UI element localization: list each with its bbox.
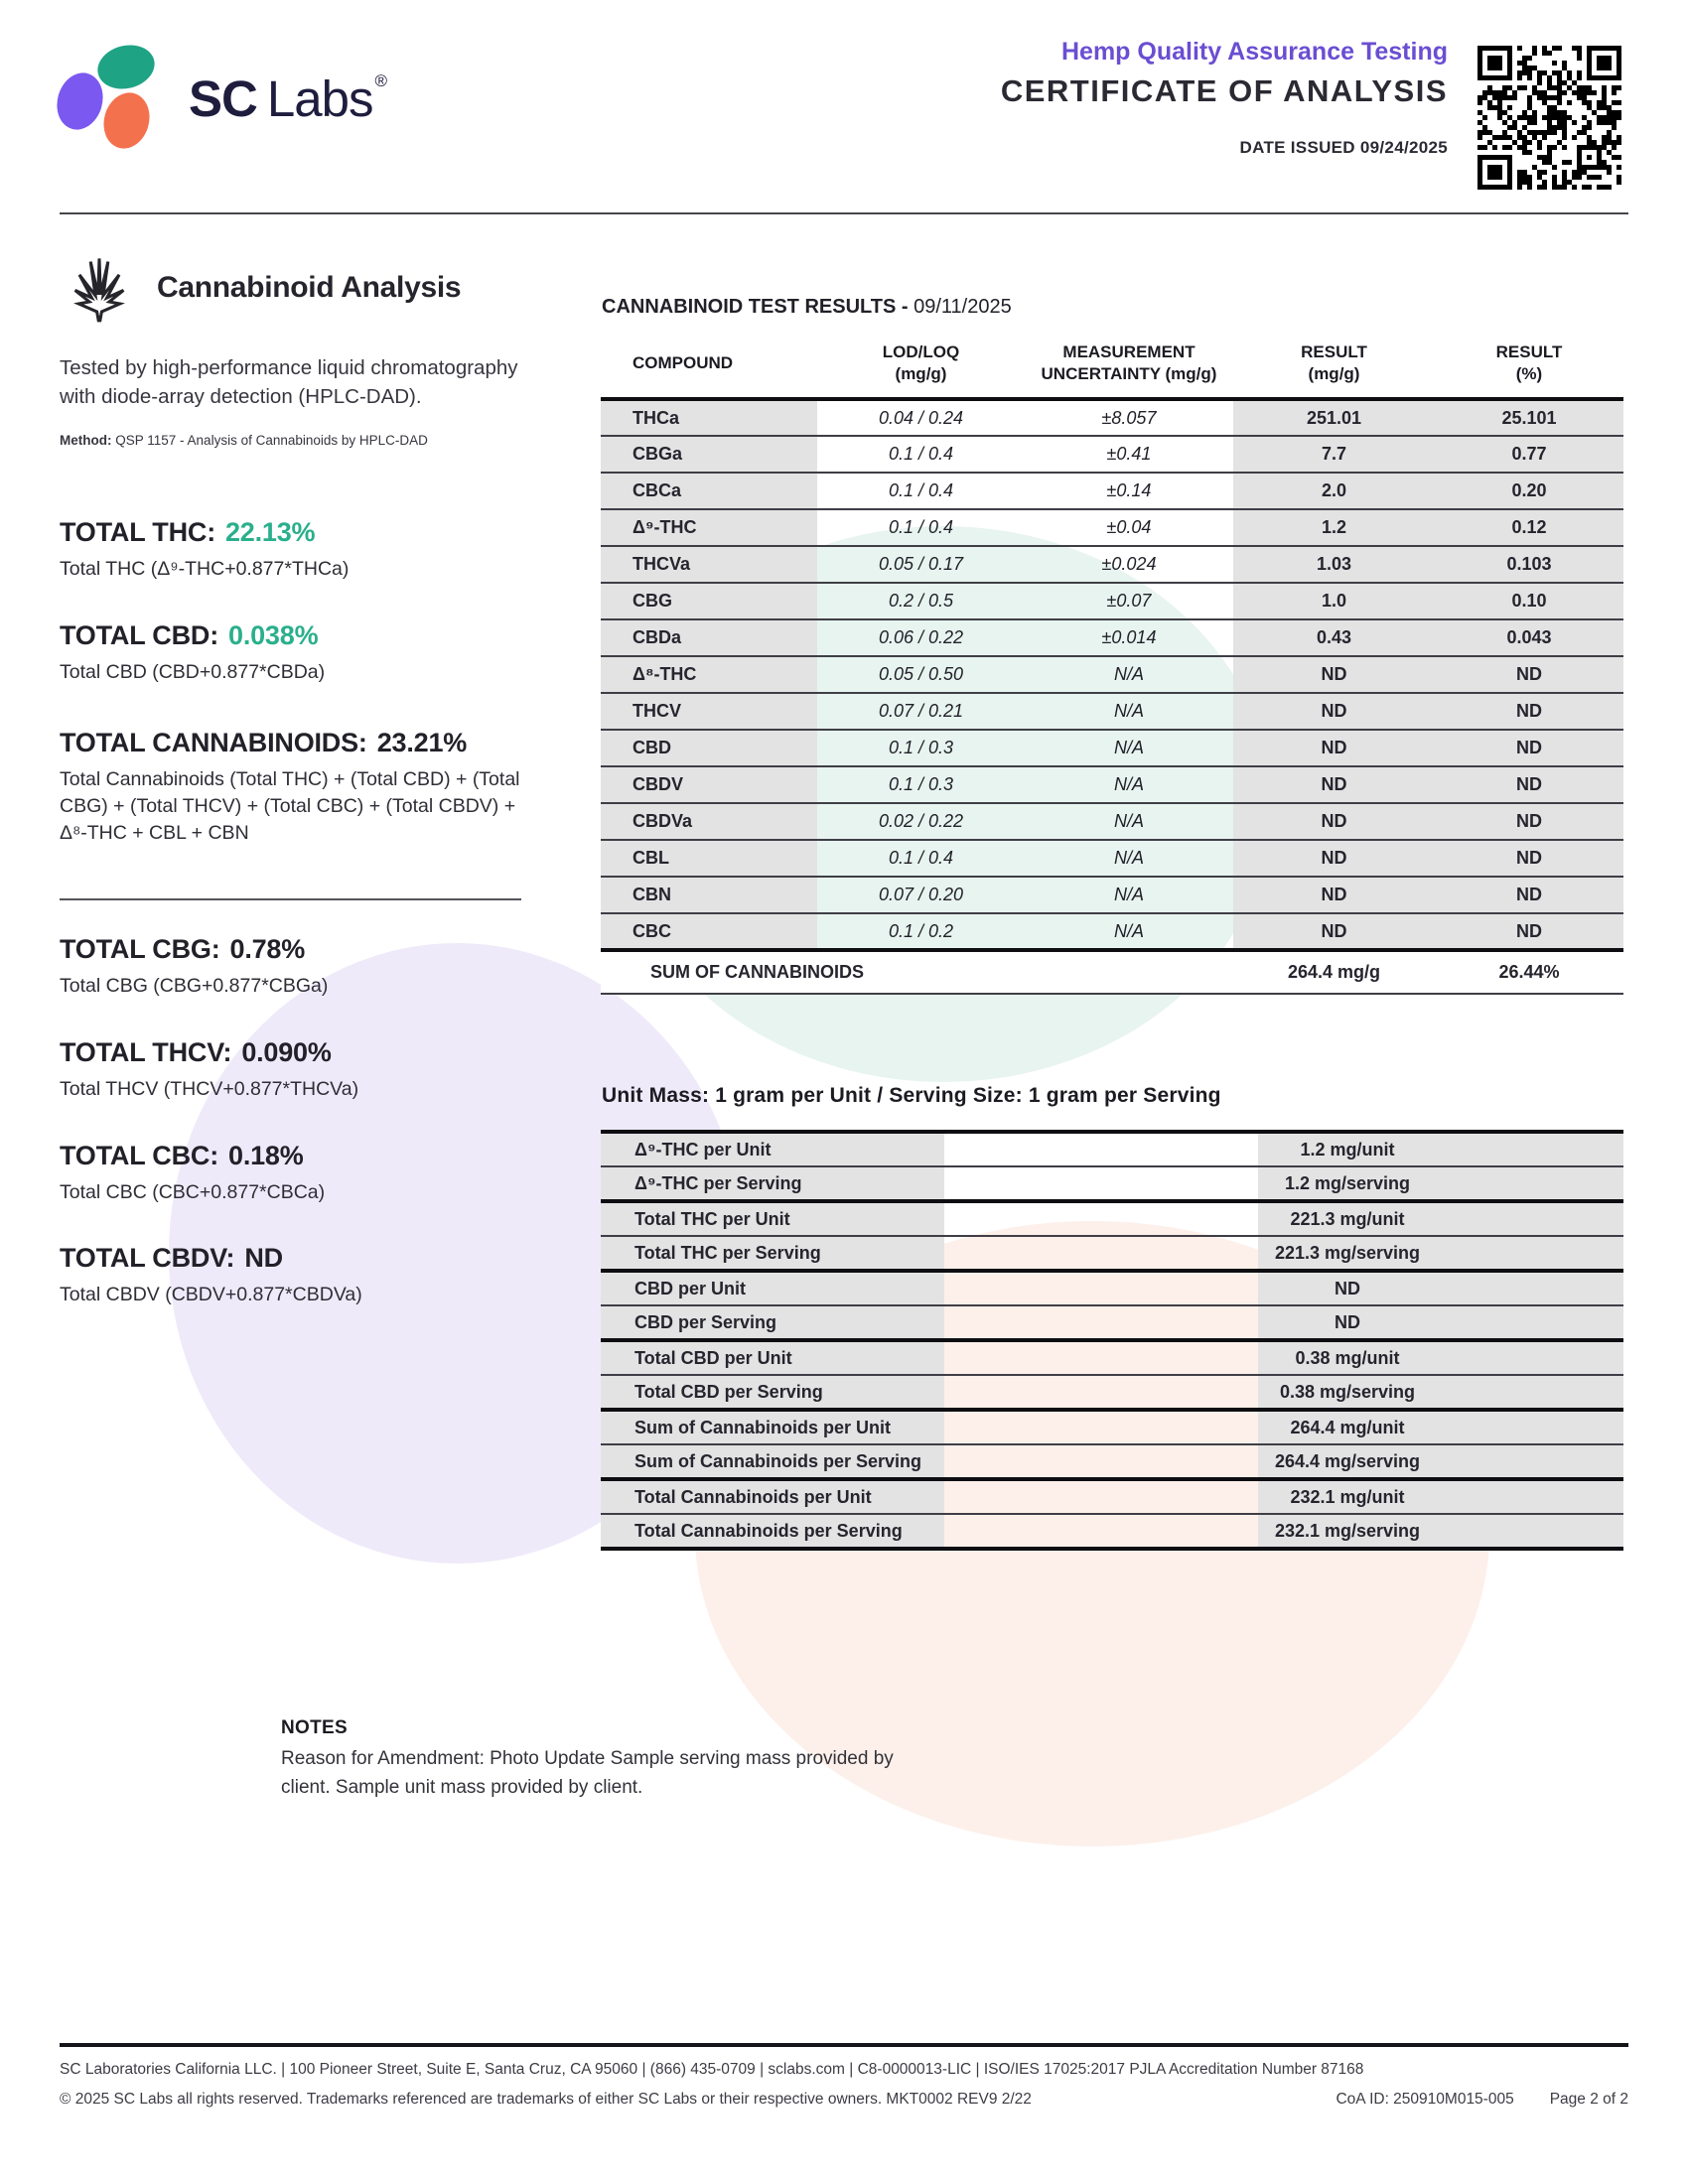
uncertainty-cell: N/A bbox=[1113, 774, 1144, 795]
table-row bbox=[601, 619, 1623, 656]
page-number: Page 2 of 2 bbox=[1549, 2091, 1628, 2108]
result-pct-cell: 0.20 bbox=[1435, 473, 1623, 509]
lod-loq-cell: 0.04 / 0.24 bbox=[878, 407, 964, 428]
result-pct-cell: 25.101 bbox=[1435, 399, 1623, 436]
table-row bbox=[601, 730, 1623, 766]
unit-mass-label-cell: Total CBD per Unit bbox=[601, 1340, 944, 1375]
total-cbc-label: TOTAL CBC: bbox=[60, 1140, 218, 1170]
result-mg-cell: ND bbox=[1233, 730, 1435, 766]
table-row bbox=[601, 656, 1623, 693]
unit-mass-label-cell: Δ⁹-THC per Serving bbox=[601, 1166, 944, 1201]
compound-cell: Δ⁹-THC bbox=[601, 509, 817, 546]
total-cbc-block bbox=[60, 1141, 541, 1206]
section-title: Cannabinoid Analysis bbox=[157, 271, 462, 304]
compound-cell: CBG bbox=[601, 583, 817, 619]
unit-mass-label-cell: Total Cannabinoids per Serving bbox=[601, 1514, 944, 1549]
results-table-body bbox=[601, 399, 1623, 994]
compound-cell: CBGa bbox=[601, 436, 817, 473]
lod-loq-cell: 0.1 / 0.4 bbox=[888, 517, 954, 538]
unit-mass-value-cell: ND bbox=[1258, 1305, 1623, 1340]
lod-loq-cell: 0.05 / 0.17 bbox=[878, 554, 964, 575]
result-mg-cell: ND bbox=[1233, 656, 1435, 693]
total-cbd-formula: Total CBD (CBD+0.877*CBDa) bbox=[60, 661, 326, 684]
total-thc-label: TOTAL THC: bbox=[60, 517, 215, 548]
unit-mass-row bbox=[601, 1201, 1623, 1236]
total-thc-formula: Total THC (Δ⁹-THC+0.877*THCa) bbox=[60, 558, 350, 581]
cannabis-leaf-icon bbox=[60, 248, 139, 328]
total-cannabinoids-block bbox=[60, 728, 541, 847]
result-mg-cell: 7.7 bbox=[1233, 436, 1435, 473]
total-cbd-block bbox=[60, 620, 541, 686]
total-cbdv-label: TOTAL CBDV: bbox=[60, 1243, 235, 1274]
unit-mass-spacer-cell bbox=[944, 1271, 1258, 1305]
unit-mass-row bbox=[601, 1305, 1623, 1340]
unit-mass-value-cell: ND bbox=[1258, 1271, 1623, 1305]
unit-mass-spacer-cell bbox=[944, 1305, 1258, 1340]
unit-mass-heading: Unit Mass: 1 gram per Unit / Serving Size: 1 gram per Serving bbox=[602, 1084, 1221, 1107]
unit-mass-row bbox=[601, 1340, 1623, 1375]
sum-mg-cell: 264.4 mg/g bbox=[1233, 950, 1435, 994]
lod-loq-cell: 0.1 / 0.4 bbox=[888, 480, 954, 501]
uncertainty-cell: N/A bbox=[1113, 664, 1144, 685]
result-mg-cell: 0.43 bbox=[1233, 619, 1435, 656]
unit-mass-row bbox=[601, 1271, 1623, 1305]
doc-title: CERTIFICATE OF ANALYSIS bbox=[1000, 73, 1448, 108]
table-row bbox=[601, 399, 1623, 436]
result-pct-cell: ND bbox=[1435, 877, 1623, 913]
unit-mass-label-cell: CBD per Serving bbox=[601, 1305, 944, 1340]
column-header: RESULT (mg/g) bbox=[1301, 342, 1367, 384]
result-mg-cell: 1.03 bbox=[1233, 546, 1435, 583]
lod-loq-cell: 0.05 / 0.50 bbox=[878, 664, 964, 685]
unit-mass-value-cell: 1.2 mg/serving bbox=[1258, 1166, 1623, 1201]
lod-loq-cell: 0.1 / 0.3 bbox=[888, 738, 954, 758]
unit-mass-value-cell: 0.38 mg/unit bbox=[1258, 1340, 1623, 1375]
notes-body: Reason for Amendment: Photo Update Sample serving mass provided by client. Sample unit mass provided by client. bbox=[281, 1748, 894, 1798]
total-cbg-block bbox=[60, 934, 541, 1000]
result-mg-cell: 1.2 bbox=[1233, 509, 1435, 546]
unit-mass-table-body bbox=[601, 1132, 1623, 1549]
unit-mass-value-cell: 264.4 mg/unit bbox=[1258, 1410, 1623, 1444]
compound-cell: CBDVa bbox=[601, 803, 817, 840]
date-issued: DATE ISSUED 09/24/2025 bbox=[1239, 138, 1448, 157]
total-cbg-label: TOTAL CBG: bbox=[60, 933, 220, 964]
result-pct-cell: 0.043 bbox=[1435, 619, 1623, 656]
result-mg-cell: ND bbox=[1233, 840, 1435, 877]
uncertainty-cell: N/A bbox=[1113, 738, 1144, 758]
unit-mass-value-cell: 232.1 mg/serving bbox=[1258, 1514, 1623, 1549]
unit-mass-spacer-cell bbox=[944, 1340, 1258, 1375]
total-thc-block bbox=[60, 517, 541, 583]
result-pct-cell: ND bbox=[1435, 693, 1623, 730]
compound-cell: CBDV bbox=[601, 766, 817, 803]
footer-copyright: © 2025 SC Labs all rights reserved. Trademarks referenced are trademarks of either SC Labs or their respective owners. MKT0002 REV9 2/22 bbox=[60, 2091, 1032, 2108]
lod-loq-cell: 0.02 / 0.22 bbox=[878, 811, 964, 832]
total-thcv-block bbox=[60, 1037, 541, 1103]
table-row bbox=[601, 803, 1623, 840]
unit-mass-spacer-cell bbox=[944, 1514, 1258, 1549]
unit-mass-row bbox=[601, 1166, 1623, 1201]
total-cbc-value: 0.18% bbox=[228, 1140, 304, 1170]
compound-cell: CBL bbox=[601, 840, 817, 877]
result-mg-cell: ND bbox=[1233, 766, 1435, 803]
total-cbc-formula: Total CBC (CBC+0.877*CBCa) bbox=[60, 1180, 326, 1203]
logo-labs-text: Labs bbox=[266, 70, 373, 127]
uncertainty-cell: ±0.41 bbox=[1106, 444, 1152, 465]
logo-oval-green bbox=[93, 40, 160, 95]
column-header: COMPOUND bbox=[633, 353, 734, 373]
unit-mass-label-cell: Total Cannabinoids per Unit bbox=[601, 1479, 944, 1514]
total-thcv-formula: Total THCV (THCV+0.877*THCVa) bbox=[60, 1077, 359, 1100]
compound-cell: CBD bbox=[601, 730, 817, 766]
total-thcv-label: TOTAL THCV: bbox=[60, 1036, 232, 1067]
unit-mass-spacer-cell bbox=[944, 1479, 1258, 1514]
compound-cell: Δ⁸-THC bbox=[601, 656, 817, 693]
total-cbg-formula: Total CBG (CBG+0.877*CBGa) bbox=[60, 974, 329, 997]
result-pct-cell: ND bbox=[1435, 840, 1623, 877]
unit-mass-value-cell: 0.38 mg/serving bbox=[1258, 1375, 1623, 1410]
qr-code bbox=[1477, 46, 1621, 190]
total-cbg-value: 0.78% bbox=[229, 933, 306, 964]
result-pct-cell: ND bbox=[1435, 766, 1623, 803]
total-cannabinoids-value: 23.21% bbox=[376, 728, 468, 758]
unit-mass-spacer-cell bbox=[944, 1166, 1258, 1201]
unit-mass-row bbox=[601, 1410, 1623, 1444]
unit-mass-label-cell: Total THC per Unit bbox=[601, 1201, 944, 1236]
footer-address-line: SC Laboratories California LLC. | 100 Pioneer Street, Suite E, Santa Cruz, CA 95060 | (866) 435-0709 | sclabs.com | C8-0000013-LIC | ISO/IES 17025:2017 PJLA Accreditation Number 87168 bbox=[60, 2061, 1364, 2078]
result-mg-cell: ND bbox=[1233, 913, 1435, 950]
results-table-header bbox=[601, 341, 1623, 399]
table-row bbox=[601, 766, 1623, 803]
totals-divider bbox=[60, 898, 521, 900]
total-cbdv-value: ND bbox=[244, 1243, 283, 1274]
lod-loq-cell: 0.1 / 0.2 bbox=[888, 920, 954, 941]
uncertainty-cell: ±0.07 bbox=[1106, 591, 1152, 612]
unit-mass-spacer-cell bbox=[944, 1132, 1258, 1166]
result-pct-cell: ND bbox=[1435, 803, 1623, 840]
compound-cell: CBCa bbox=[601, 473, 817, 509]
unit-mass-value-cell: 221.3 mg/unit bbox=[1258, 1201, 1623, 1236]
table-row bbox=[601, 546, 1623, 583]
uncertainty-cell: N/A bbox=[1113, 848, 1144, 869]
sum-pct-cell: 26.44% bbox=[1435, 950, 1623, 994]
uncertainty-cell: N/A bbox=[1113, 885, 1144, 905]
coa-id: CoA ID: 250910M015-005 bbox=[1336, 2091, 1514, 2108]
unit-mass-spacer-cell bbox=[944, 1410, 1258, 1444]
result-mg-cell: ND bbox=[1233, 803, 1435, 840]
unit-mass-row bbox=[601, 1132, 1623, 1166]
unit-mass-spacer-cell bbox=[944, 1375, 1258, 1410]
compound-cell: THCa bbox=[601, 399, 817, 436]
unit-mass-row bbox=[601, 1375, 1623, 1410]
table-row bbox=[601, 583, 1623, 619]
table-row bbox=[601, 509, 1623, 546]
total-cbdv-formula: Total CBDV (CBDV+0.877*CBDVa) bbox=[60, 1284, 362, 1306]
unit-mass-label-cell: Sum of Cannabinoids per Serving bbox=[601, 1444, 944, 1479]
sclabs-logo bbox=[58, 44, 475, 148]
lod-loq-cell: 0.07 / 0.21 bbox=[878, 701, 964, 722]
compound-cell: CBN bbox=[601, 877, 817, 913]
lod-loq-cell: 0.1 / 0.4 bbox=[888, 444, 954, 465]
logo-oval-coral bbox=[97, 87, 156, 154]
total-cannabinoids-formula: Total Cannabinoids (Total THC) + (Total CBD) + (Total CBG) + (Total THCV) + (Total CBC) + (Total CBDV) + Δ⁸-THC + CBL + CBN bbox=[60, 768, 520, 844]
table-row bbox=[601, 436, 1623, 473]
table-row bbox=[601, 840, 1623, 877]
result-mg-cell: 1.0 bbox=[1233, 583, 1435, 619]
result-pct-cell: 0.12 bbox=[1435, 509, 1623, 546]
column-header: RESULT (%) bbox=[1495, 342, 1563, 384]
column-header: LOD/LOQ (mg/g) bbox=[882, 342, 960, 384]
lod-loq-cell: 0.1 / 0.4 bbox=[888, 848, 954, 869]
lod-loq-cell: 0.07 / 0.20 bbox=[878, 885, 964, 905]
header-titles bbox=[753, 38, 1448, 158]
cannabinoid-results-table bbox=[601, 341, 1623, 995]
total-cbdv-block bbox=[60, 1243, 541, 1308]
unit-mass-table bbox=[601, 1130, 1623, 1551]
notes-section bbox=[281, 1717, 916, 1802]
results-title-bold: CANNABINOID TEST RESULTS - bbox=[602, 296, 914, 318]
compound-cell: CBDa bbox=[601, 619, 817, 656]
result-mg-cell: 2.0 bbox=[1233, 473, 1435, 509]
unit-mass-spacer-cell bbox=[944, 1236, 1258, 1271]
unit-mass-spacer-cell bbox=[944, 1444, 1258, 1479]
result-mg-cell: ND bbox=[1233, 693, 1435, 730]
total-thcv-value: 0.090% bbox=[241, 1036, 332, 1067]
unit-mass-row bbox=[601, 1479, 1623, 1514]
registered-mark: ® bbox=[374, 71, 386, 90]
uncertainty-cell: ±0.024 bbox=[1101, 554, 1157, 575]
results-title-date: 09/11/2025 bbox=[914, 296, 1012, 318]
uncertainty-cell: ±0.14 bbox=[1106, 480, 1152, 501]
uncertainty-cell: N/A bbox=[1113, 920, 1144, 941]
result-mg-cell: ND bbox=[1233, 877, 1435, 913]
footer-divider bbox=[60, 2043, 1628, 2047]
result-pct-cell: ND bbox=[1435, 656, 1623, 693]
notes-heading: NOTES bbox=[281, 1717, 348, 1738]
result-pct-cell: 0.103 bbox=[1435, 546, 1623, 583]
analysis-method bbox=[60, 433, 541, 448]
result-pct-cell: 0.10 bbox=[1435, 583, 1623, 619]
method-value: QSP 1157 - Analysis of Cannabinoids by HPLC-DAD bbox=[115, 433, 428, 449]
unit-mass-label-cell: CBD per Unit bbox=[601, 1271, 944, 1305]
unit-mass-label-cell: Total CBD per Serving bbox=[601, 1375, 944, 1410]
result-pct-cell: ND bbox=[1435, 913, 1623, 950]
logo-sc-text: SC bbox=[189, 70, 257, 127]
unit-mass-row bbox=[601, 1236, 1623, 1271]
compound-cell: THCVa bbox=[601, 546, 817, 583]
unit-mass-label-cell: Δ⁹-THC per Unit bbox=[601, 1132, 944, 1166]
uncertainty-cell: ±0.014 bbox=[1101, 627, 1157, 648]
sclabs-logo-icon bbox=[58, 46, 169, 145]
footer-legal-line bbox=[60, 2091, 1628, 2109]
lod-loq-cell: 0.06 / 0.22 bbox=[878, 627, 964, 648]
sum-label-cell: SUM OF CANNABINOIDS bbox=[601, 950, 1233, 994]
sum-of-cannabinoids-row bbox=[601, 950, 1623, 994]
lod-loq-cell: 0.2 / 0.5 bbox=[888, 591, 954, 612]
table-row bbox=[601, 913, 1623, 950]
unit-mass-label-cell: Sum of Cannabinoids per Unit bbox=[601, 1410, 944, 1444]
unit-mass-row bbox=[601, 1444, 1623, 1479]
total-cbd-value: 0.038% bbox=[228, 620, 319, 651]
unit-mass-value-cell: 221.3 mg/serving bbox=[1258, 1236, 1623, 1271]
unit-mass-value-cell: 264.4 mg/serving bbox=[1258, 1444, 1623, 1479]
results-table-title bbox=[602, 296, 1012, 319]
column-header: MEASUREMENT UNCERTAINTY (mg/g) bbox=[1041, 342, 1217, 384]
uncertainty-cell: ±0.04 bbox=[1106, 517, 1152, 538]
table-row bbox=[601, 693, 1623, 730]
sclabs-logo-text bbox=[189, 69, 386, 128]
cannabinoid-analysis-section bbox=[60, 248, 541, 1308]
uncertainty-cell: ±8.057 bbox=[1101, 407, 1157, 428]
unit-mass-value-cell: 1.2 mg/unit bbox=[1258, 1132, 1623, 1166]
result-pct-cell: ND bbox=[1435, 730, 1623, 766]
analysis-description: Tested by high-performance liquid chromatography with diode-array detection (HPLC-DAD). bbox=[60, 356, 518, 409]
result-mg-cell: 251.01 bbox=[1233, 399, 1435, 436]
unit-mass-spacer-cell bbox=[944, 1201, 1258, 1236]
compound-cell: CBC bbox=[601, 913, 817, 950]
total-cbd-label: TOTAL CBD: bbox=[60, 620, 218, 651]
result-pct-cell: 0.77 bbox=[1435, 436, 1623, 473]
uncertainty-cell: N/A bbox=[1113, 811, 1144, 832]
header-divider bbox=[60, 212, 1628, 214]
unit-mass-value-cell: 232.1 mg/unit bbox=[1258, 1479, 1623, 1514]
total-thc-value: 22.13% bbox=[224, 517, 316, 548]
program-title: Hemp Quality Assurance Testing bbox=[1061, 38, 1448, 66]
table-row bbox=[601, 877, 1623, 913]
table-row bbox=[601, 473, 1623, 509]
compound-cell: THCV bbox=[601, 693, 817, 730]
unit-mass-label-cell: Total THC per Serving bbox=[601, 1236, 944, 1271]
unit-mass-row bbox=[601, 1514, 1623, 1549]
total-cannabinoids-label: TOTAL CANNABINOIDS: bbox=[60, 728, 367, 758]
method-label: Method: bbox=[60, 433, 112, 449]
lod-loq-cell: 0.1 / 0.3 bbox=[888, 774, 954, 795]
uncertainty-cell: N/A bbox=[1113, 701, 1144, 722]
